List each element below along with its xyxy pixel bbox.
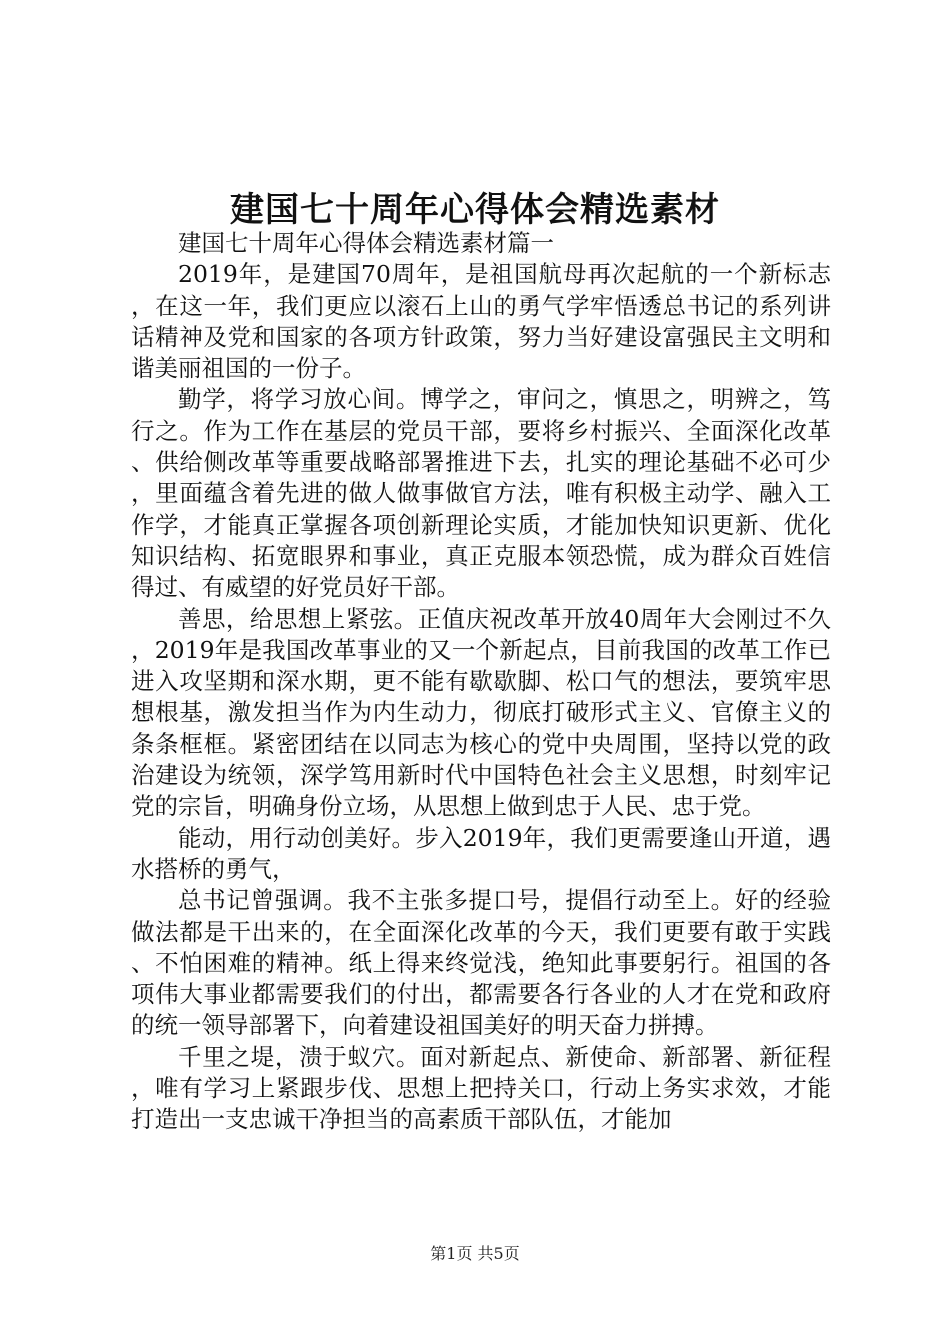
paragraph: 善思，给思想上紧弦。正值庆祝改革开放40周年大会刚过不久，2019年是我国改革事业的又一个新起点，目前我国的改革工作已进入攻坚期和深水期，更不能有歇歇脚、松口气的想法，要筑牢思想根基，激发担当作为内生动力，彻底打破形式主义、官僚主义的条条框框。紧密团结在以同志为核心的党中央周围，坚持以党的政治建设为统领，深学笃用新时代中国特色社会主义思想，时刻牢记党的宗旨，明确身份立场，从思想上做到忠于人民、忠于党。 [131, 604, 831, 821]
paragraph: 千里之堤，溃于蚁穴。面对新起点、新使命、新部署、新征程，唯有学习上紧跟步伐、思想上把持关口，行动上务实求效，才能打造出一支忠诚干净担当的高素质干部队伍，才能加 [131, 1042, 831, 1134]
paragraph: 总书记曾强调。我不主张多提口号，提倡行动至上。好的经验做法都是干出来的，在全面深化改革的今天，我们更要有敢于实践、不怕困难的精神。纸上得来终觉浅，绝知此事要躬行。祖国的各项伟大事业都需要我们的付出，都需要各行各业的人才在党和政府的统一领导部署下，向着建设祖国美好的明天奋力拼搏。 [131, 886, 831, 1040]
document-body [131, 228, 831, 1136]
page-number-footer: 第1页 共5页 [430, 1244, 520, 1263]
section-heading: 建国七十周年心得体会精选素材篇一 [178, 229, 554, 257]
document-title: 建国七十周年心得体会精选素材 [230, 190, 720, 230]
paragraph: 勤学，将学习放心间。博学之，审问之，慎思之，明辨之，笃行之。作为工作在基层的党员干部，要将乡村振兴、全面深化改革、供给侧改革等重要战略部署推进下去，扎实的理论基础不必可少，里面蕴含着先进的做人做事做官方法，唯有积极主动学、融入工作学，才能真正掌握各项创新理论实质，才能加快知识更新、优化知识结构、拓宽眼界和事业，真正克服本领恐慌，成为群众百姓信得过、有威望的好党员好干部。 [131, 385, 831, 602]
paragraph: 2019年，是建国70周年，是祖国航母再次起航的一个新标志，在这一年，我们更应以滚石上山的勇气学牢悟透总书记的系列讲话精神及党和国家的各项方针政策，努力当好建设富强民主文明和谐美丽祖国的一份子。 [131, 260, 831, 383]
paragraph: 能动，用行动创美好。步入2019年，我们更需要逢山开道，遇水搭桥的勇气， [131, 823, 831, 883]
